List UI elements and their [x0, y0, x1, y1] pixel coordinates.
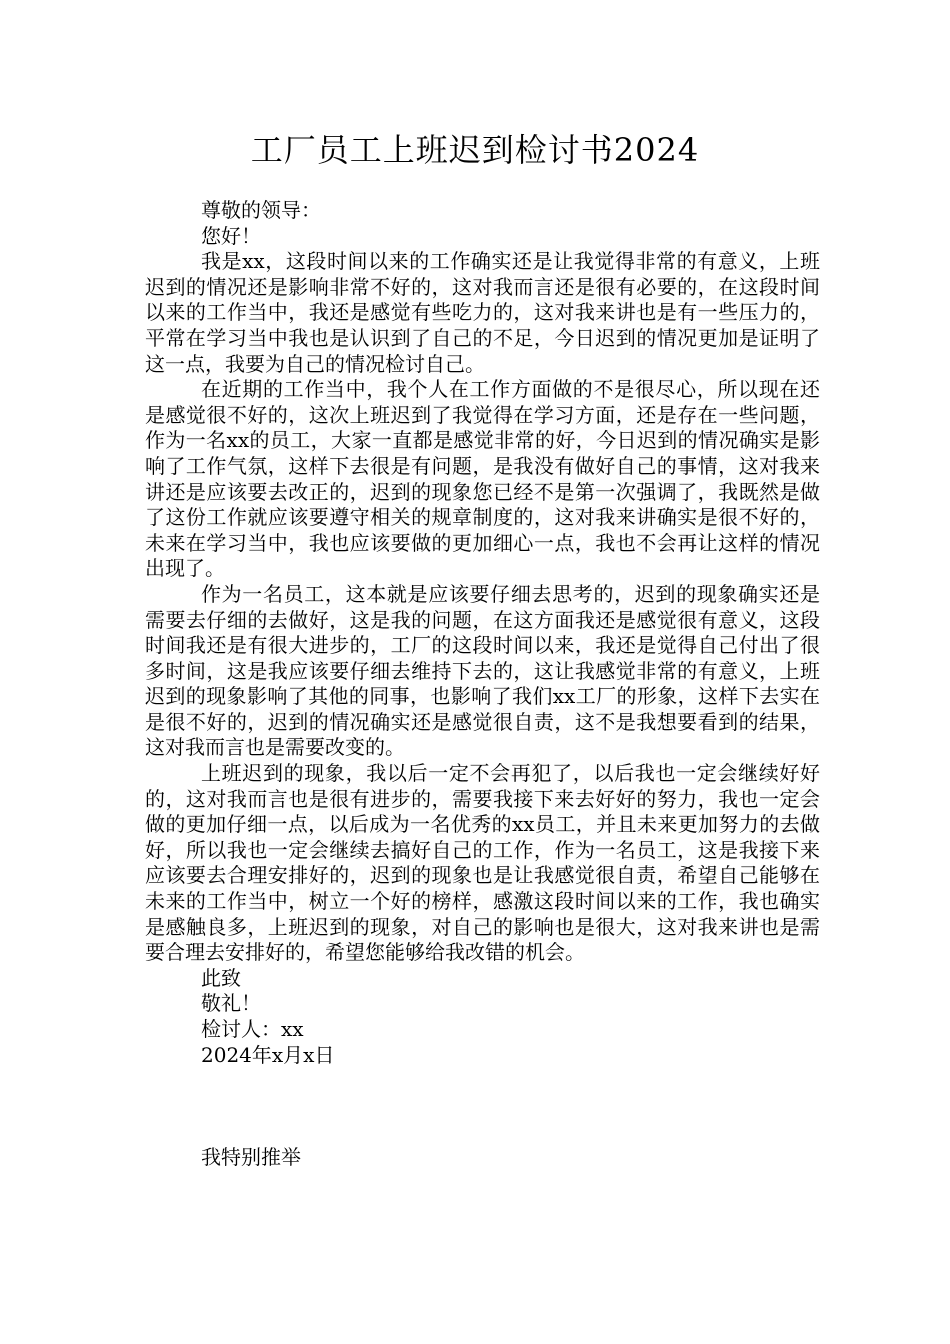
closing-salute: 敬礼！ — [201, 991, 261, 1016]
document-body — [145, 198, 820, 1171]
paragraph-2: 在近期的工作当中，我个人在工作方面做的不是很尽心，所以现在还是感觉很不好的，这次上班迟到了我觉得在学习方面，还是存在一些问题，作为一名xx的员工，大家一直都是感觉非常的好，今日迟到的情况确实是影响了工作气氛，这样下去很是有问题，是我没有做好自己的事情，这对我来讲还是应该要去改正的，迟到的现象您已经不是第一次强调了，我既然是做了这份工作就应该要遵守相关的规章制度的，这对我来讲确实是很不好的，未来在学习当中，我也应该要做的更加细心一点，我也不会再让这样的情况出现了。 — [145, 377, 820, 581]
greeting: 您好！ — [201, 223, 261, 248]
salutation: 尊敬的领导： — [201, 198, 321, 222]
paragraph-3: 作为一名员工，这本就是应该要仔细去思考的，迟到的现象确实还是需要去仔细的去做好，这是我的问题，在这方面我还是感觉很有意义，这段时间我还是有很大进步的，工厂的这段时间以来，我还是觉得自己付出了很多时间，这是我应该要仔细去维持下去的，这让我感觉非常的有意义，上班迟到的现象影响了其他的同事，也影响了我们xx工厂的形象，这样下去实在是很不好的，迟到的情况确实还是感觉很自责，这不是我想要看到的结果，这对我而言也是需要改变的。 — [145, 581, 820, 760]
document-title: 工厂员工上班迟到检讨书2024 — [250, 131, 700, 169]
footer-text: 我特别推举 — [201, 1144, 301, 1169]
paragraph-4: 上班迟到的现象，我以后一定不会再犯了，以后我也一定会继续好好的，这对我而言也是很有进步的，需要我接下来去好好的努力，我也一定会做的更加仔细一点，以后成为一名优秀的xx员工，并且未来更加努力的去做好，所以我也一定会继续去搞好自己的工作，作为一名员工，这是我接下来应该要去合理安排好的，迟到的现象也是让我感觉很自责，希望自己能够在未来的工作当中，树立一个好的榜样，感激这段时间以来的工作，我也确实是感触良多，上班迟到的现象，对自己的影响也是很大，这对我来讲也是需要合理去安排好的，希望您能够给我改错的机会。 — [145, 761, 820, 965]
blank-space — [145, 1068, 820, 1145]
signer: 检讨人：xx — [201, 1017, 304, 1041]
date: 2024年x月x日 — [201, 1042, 335, 1067]
paragraph-1: 我是xx，这段时间以来的工作确实还是让我觉得非常的有意义，上班迟到的情况还是影响非常不好的，这对我而言还是很有必要的，在这段时间以来的工作当中，我还是感觉有些吃力的，这对我来讲也是有一些压力的，平常在学习当中我也是认识到了自己的不足，今日迟到的情况更加是证明了这一点，我要为自己的情况检讨自己。 — [145, 249, 820, 376]
closing-respect: 此致 — [201, 965, 241, 990]
